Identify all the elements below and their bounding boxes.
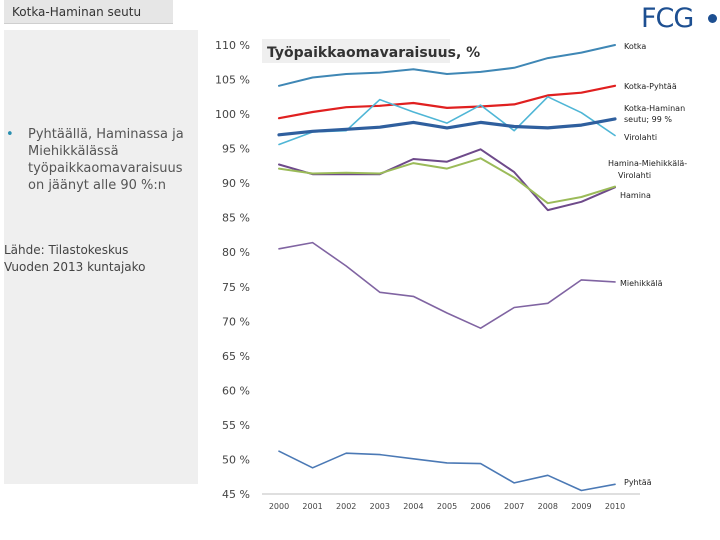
y-tick-label: 110 % (215, 39, 250, 52)
x-tick-label: 2004 (403, 502, 424, 511)
chart-title: Työpaikkaomavaraisuus, % (267, 45, 481, 61)
y-tick-label: 90 % (222, 177, 250, 191)
series-label-1: Kotka-Pyhtää (624, 82, 677, 91)
y-tick-label: 50 % (222, 453, 250, 467)
series-label-7: Pyhtää (624, 478, 652, 487)
y-tick-label: 100 % (215, 108, 250, 122)
y-tick-label: 45 % (222, 488, 250, 501)
logo-dot-icon (708, 14, 717, 23)
series-label-4 (608, 159, 687, 180)
source-line-1: Lähde: Tilastokeskus (4, 243, 129, 257)
y-tick-label: 75 % (222, 280, 250, 294)
x-tick-label: 2005 (436, 502, 458, 511)
x-tick-label: 2010 (604, 502, 626, 511)
x-tick-label: 2009 (571, 502, 592, 511)
y-tick-label: 70 % (222, 315, 250, 329)
series-line-6 (279, 243, 615, 329)
bullet-point (6, 126, 192, 194)
source-note (4, 242, 194, 276)
y-tick-label: 80 % (222, 246, 250, 260)
series-label-line: Kotka-Haminan (624, 104, 686, 113)
x-tick-label: 2001 (302, 502, 323, 511)
bullet-text: Pyhtäällä, Haminassa ja Miehikkälässä työpaikkaomavaraisuus on jäänyt alle 90 %:n (28, 127, 184, 193)
series-label-line: seutu; 99 % (624, 115, 672, 124)
series-line-5 (279, 158, 615, 203)
x-tick-label: 2003 (369, 502, 390, 511)
series-label-2: Virolahti (624, 133, 658, 142)
series-line-7 (279, 451, 615, 490)
x-tick-label: 2006 (470, 502, 491, 511)
line-chart (200, 30, 720, 515)
y-tick-label: 105 % (215, 73, 250, 87)
bullet-dot-icon: • (6, 127, 14, 142)
y-tick-label: 65 % (222, 349, 250, 363)
y-tick-label: 85 % (222, 211, 250, 225)
x-tick-label: 2002 (336, 502, 357, 511)
series-label-3 (624, 104, 685, 124)
region-tab[interactable]: Kotka-Haminan seutu (4, 0, 173, 24)
source-line-2: Vuoden 2013 kuntajako (4, 260, 146, 274)
x-tick-label: 2007 (504, 502, 525, 511)
series-label-0: Kotka (624, 42, 647, 51)
x-tick-label: 2008 (537, 502, 558, 511)
fcg-logo: FCG (641, 3, 694, 34)
y-tick-label: 55 % (222, 418, 250, 432)
y-tick-label: 95 % (222, 142, 250, 156)
series-line-3 (279, 119, 615, 135)
series-line-1 (279, 86, 615, 118)
series-label-line: Virolahti (618, 171, 652, 180)
series-label-line: Hamina-Miehikkälä- (608, 159, 688, 168)
x-tick-label: 2000 (268, 502, 290, 511)
series-line-2 (279, 97, 615, 145)
series-label-5: Hamina (620, 191, 651, 200)
y-tick-label: 60 % (222, 384, 250, 398)
series-label-6: Miehikkälä (620, 279, 663, 288)
